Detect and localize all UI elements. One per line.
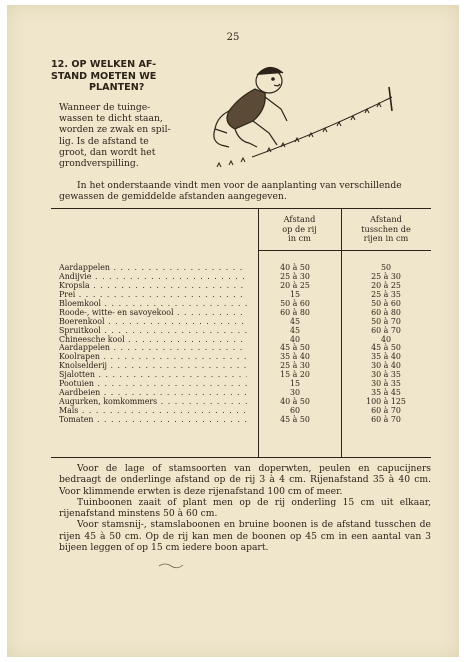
table-row <box>59 397 431 406</box>
intro-text <box>59 102 231 169</box>
column-header-between-rows <box>341 215 431 244</box>
table-bottom-rule <box>51 457 431 458</box>
between-rows-distance: 60 à 70 <box>371 414 401 424</box>
row-distance: 15 <box>289 289 301 299</box>
table-row <box>59 352 431 361</box>
heading-line-3: PLANTEN? <box>89 82 145 93</box>
table-row <box>59 299 431 308</box>
row-distance: 50 à 60 <box>280 298 310 308</box>
row-distance: 60 à 80 <box>280 307 310 317</box>
paragraph: Voor de lage of stamsoorten van doperwten, peulen en capucijners bedraagt de onderlinge afstand op de rij 3 à 4 cm. Rijenafstand 35 à 40 cm. Voor klimmende erwten is deze rijenafstand 100 cm of meer. <box>59 463 431 497</box>
crop-name: Spruitkool . . . <box>59 326 247 335</box>
crop-name: Chineesche kool . . . <box>59 335 247 344</box>
table-row <box>59 263 431 272</box>
crop-name: Tomaten . . . <box>59 415 247 424</box>
between-rows-distance: 30 à 35 <box>371 370 401 380</box>
crop-name: Aardappelen . . . <box>59 263 247 272</box>
table-row <box>59 326 431 335</box>
section-heading <box>51 59 179 94</box>
header-line: in cm <box>288 233 311 244</box>
crop-name: Maïs . . . <box>59 406 247 415</box>
table-row <box>59 406 431 415</box>
between-rows-distance: 100 à 125 <box>366 397 406 407</box>
between-rows-distance: 50 <box>380 263 392 272</box>
header-line: Afstand <box>370 214 402 224</box>
crop-name: Roode-, witte- en savoyekool . . . <box>59 308 247 317</box>
crop-name: Andijvie . . . <box>59 272 247 281</box>
row-distance: 15 <box>289 379 301 389</box>
row-distance: 30 <box>289 388 301 398</box>
row-distance: 40 à 50 <box>280 397 310 407</box>
row-distance: 45 <box>289 325 301 335</box>
between-rows-distance: 30 à 40 <box>371 361 401 371</box>
row-distance: 45 <box>289 316 301 326</box>
table-row <box>59 317 431 326</box>
crop-name: Bloemkool . . . <box>59 299 247 308</box>
header-line: rijen in cm <box>363 233 409 244</box>
table-row <box>59 370 431 379</box>
between-rows-distance: 30 à 35 <box>371 379 401 389</box>
heading-line-2: STAND MOETEN WE <box>51 70 157 82</box>
row-distance: 45 à 50 <box>280 343 310 353</box>
column-header-row-distance <box>258 215 341 244</box>
table-top-rule <box>51 208 431 209</box>
table-row <box>59 290 431 299</box>
crop-name: Knolselderij . . . <box>59 361 247 370</box>
table-row <box>59 335 431 344</box>
row-distance: 45 à 50 <box>280 414 310 424</box>
intro-continuation: In het onderstaande vindt men voor de aanplanting van verschillende gewassen de gemiddelde afstanden aangegeven. <box>59 180 402 203</box>
table-row <box>59 379 431 388</box>
between-rows-distance: 45 à 50 <box>371 343 401 353</box>
between-rows-distance: 60 à 80 <box>371 307 401 317</box>
crop-name: Kropsla . . . <box>59 281 247 290</box>
crop-name: Pootuien . . . <box>59 379 247 388</box>
row-distance: 35 à 40 <box>280 352 310 362</box>
crop-name: Aardbeien . . . <box>59 388 247 397</box>
table-header-rule <box>258 250 431 251</box>
table-row <box>59 272 431 281</box>
header-line: Afstand <box>283 214 316 224</box>
row-distance: 25 à 30 <box>280 361 310 371</box>
table-row <box>59 361 431 370</box>
between-rows-distance: 60 à 70 <box>371 406 401 415</box>
row-distance: 20 à 25 <box>280 280 310 290</box>
intro-line: grondverspilling. <box>59 158 139 170</box>
table-row <box>59 308 431 317</box>
crop-name: Augurken, komkommers . . . <box>59 397 247 406</box>
header-line: tusschen de <box>361 223 411 234</box>
crop-name: Koolrapen . . . <box>59 352 247 361</box>
crop-name: Prei . . . <box>59 290 247 299</box>
between-rows-distance: 35 à 45 <box>371 388 401 398</box>
header-line: op de rij <box>282 223 317 234</box>
table-body <box>59 263 431 424</box>
intro-line: worden ze zwak en spil- <box>59 124 171 136</box>
crop-name: Sjalotten . . . <box>59 370 247 379</box>
row-distance: 40 à 50 <box>280 263 310 272</box>
between-rows-distance: 25 à 35 <box>371 289 401 299</box>
between-rows-distance: 50 à 70 <box>371 316 401 326</box>
table-row <box>59 343 431 352</box>
intro-line: Wanneer de tuinge- <box>59 102 151 113</box>
page-number: 25 <box>226 32 240 43</box>
between-rows-distance: 40 <box>380 334 392 344</box>
paragraph: Tuinboonen zaait of plant men op de rij onderling 15 cm uit elkaar, rijenafstand minstens 50 à 60 cm. <box>59 496 431 520</box>
intro-line: lig. Is de afstand te <box>59 135 149 147</box>
row-distance: 40 <box>289 334 301 344</box>
row-distance: 60 <box>289 406 301 415</box>
between-rows-distance: 50 à 60 <box>371 298 401 308</box>
between-rows-distance: 35 à 40 <box>371 352 401 362</box>
intro-line: groot, dan wordt het <box>59 146 156 158</box>
table-row <box>59 415 431 424</box>
crop-name: Aardappelen . . . <box>59 343 247 352</box>
heading-line-1: 12. OP WELKEN AF- <box>51 59 157 70</box>
intro-line: wassen te dicht staan, <box>59 113 163 125</box>
between-rows-distance: 25 à 30 <box>371 271 401 281</box>
table-row <box>59 281 431 290</box>
crop-name: Boerenkool . . . <box>59 317 247 326</box>
row-distance: 25 à 30 <box>280 271 310 281</box>
row-distance: 15 à 20 <box>280 370 310 380</box>
paragraph: Voor stamsnij-, stamslaboonen en bruine boonen is de afstand tusschen de rijen 45 à 50 cm. Op de rij kan men de boonen op 45 cm in een aantal van 3 bijeen leggen of op 15 cm iedere boon apart. <box>59 519 431 554</box>
between-rows-distance: 20 à 25 <box>371 280 401 290</box>
between-rows-distance: 60 à 70 <box>371 325 401 335</box>
book-page <box>7 5 459 657</box>
body-text <box>59 463 431 553</box>
pencil-mark <box>157 560 187 570</box>
table-row <box>59 388 431 397</box>
